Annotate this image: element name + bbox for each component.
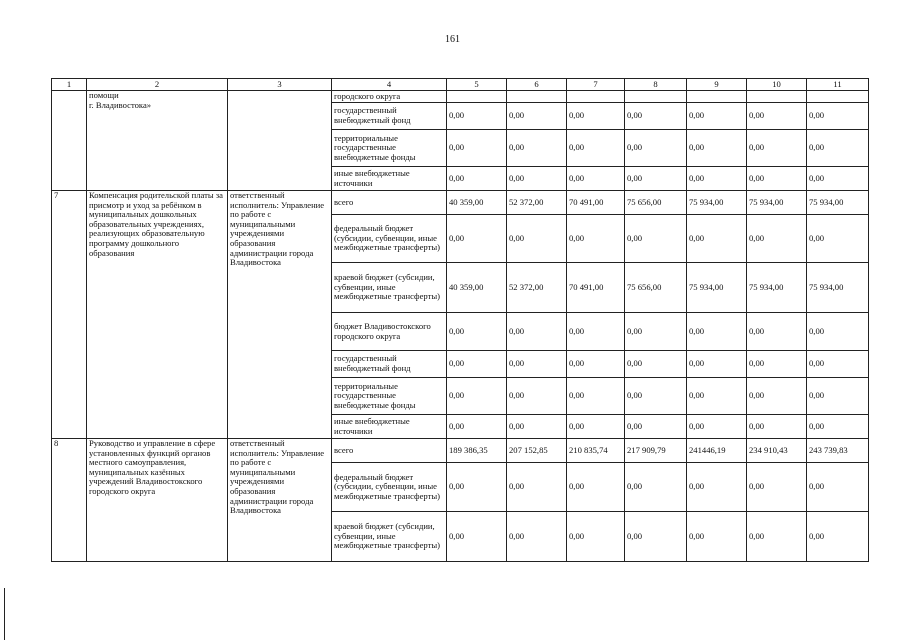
value-col-6: 0,00 [507,415,567,439]
value-col-10: 0,00 [747,512,807,562]
value-col-9: 75 934,00 [687,191,747,215]
value-col-9: 0,00 [687,167,747,191]
value-col-11: 0,00 [807,512,869,562]
value-col-8: 0,00 [625,351,687,378]
value-col-10: 0,00 [747,463,807,512]
header-col-6: 6 [507,79,567,91]
value-col-9: 0,00 [687,378,747,415]
table-row [52,191,869,215]
value-col-9: 241446,19 [687,439,747,463]
value-col-5: 189 386,35 [447,439,507,463]
value-col-5: 0,00 [447,378,507,415]
value-col-8: 0,00 [625,313,687,351]
value-col-7: 0,00 [567,351,625,378]
table-header-row [52,79,869,91]
value-col-5: 0,00 [447,130,507,167]
value-col-11: 0,00 [807,415,869,439]
header-col-4: 4 [332,79,447,91]
value-col-10: 0,00 [747,167,807,191]
row-number [52,91,87,191]
value-col-8: 0,00 [625,167,687,191]
value-col-11: 0,00 [807,167,869,191]
value-col-7: 0,00 [567,103,625,130]
value-col-11: 75 934,00 [807,263,869,313]
value-col-5: 0,00 [447,313,507,351]
value-col-9: 0,00 [687,512,747,562]
funding-source: городского округа [332,91,447,103]
value-col-8: 0,00 [625,215,687,263]
header-col-9: 9 [687,79,747,91]
value-col-6 [507,91,567,103]
header-col-7: 7 [567,79,625,91]
funding-source: краевой бюджет (субсидии, субвенции, иные межбюджетные трансферты) [332,512,447,562]
value-col-8: 75 656,00 [625,191,687,215]
funding-source: федеральный бюджет (субсидии, субвенции, иные межбюджетные трансферты) [332,215,447,263]
value-col-10: 234 910,43 [747,439,807,463]
value-col-10: 0,00 [747,351,807,378]
header-col-2: 2 [87,79,228,91]
value-col-9 [687,91,747,103]
value-col-7: 0,00 [567,167,625,191]
value-col-5: 0,00 [447,103,507,130]
value-col-5: 0,00 [447,463,507,512]
value-col-8: 0,00 [625,378,687,415]
value-col-11: 0,00 [807,463,869,512]
measure-name: Руководство и управление в сфере установленных функций органов местного самоуправления, муниципальных казённых учреждений Владивостокского городского округа [87,439,228,562]
value-col-11: 0,00 [807,215,869,263]
value-col-7: 70 491,00 [567,191,625,215]
responsible-executor: ответственный исполнитель: Управление по работе с муниципальными учреждениями образования администрации города Владивостока [228,439,332,562]
value-col-11: 243 739,83 [807,439,869,463]
value-col-9: 0,00 [687,463,747,512]
value-col-6: 0,00 [507,378,567,415]
value-col-6: 0,00 [507,167,567,191]
value-col-10: 0,00 [747,130,807,167]
value-col-10: 0,00 [747,313,807,351]
header-col-5: 5 [447,79,507,91]
value-col-7: 0,00 [567,415,625,439]
value-col-11: 0,00 [807,351,869,378]
value-col-5: 0,00 [447,415,507,439]
responsible-executor [228,91,332,191]
funding-source: иные внебюджетные источники [332,415,447,439]
value-col-11 [807,91,869,103]
value-col-8 [625,91,687,103]
value-col-10: 0,00 [747,215,807,263]
value-col-6: 0,00 [507,215,567,263]
value-col-11: 0,00 [807,378,869,415]
value-col-7: 70 491,00 [567,263,625,313]
responsible-executor: ответственный исполнитель: Управление по работе с муниципальными учреждениями образования администрации города Владивостока [228,191,332,439]
value-col-7: 210 835,74 [567,439,625,463]
row-number: 7 [52,191,87,439]
value-col-10: 75 934,00 [747,191,807,215]
value-col-9: 0,00 [687,130,747,167]
value-col-10: 75 934,00 [747,263,807,313]
header-col-1: 1 [52,79,87,91]
value-col-9: 0,00 [687,415,747,439]
header-col-8: 8 [625,79,687,91]
value-col-10: 0,00 [747,378,807,415]
funding-source: краевой бюджет (субсидии, субвенции, иные межбюджетные трансферты) [332,263,447,313]
value-col-5: 40 359,00 [447,263,507,313]
scan-edge-line [4,588,5,640]
value-col-6: 0,00 [507,103,567,130]
value-col-7 [567,91,625,103]
value-col-5: 0,00 [447,512,507,562]
funding-source: территориальные государственные внебюджетные фонды [332,130,447,167]
value-col-8: 0,00 [625,103,687,130]
value-col-8: 217 909,79 [625,439,687,463]
value-col-9: 0,00 [687,313,747,351]
value-col-6: 52 372,00 [507,263,567,313]
header-col-3: 3 [228,79,332,91]
header-col-11: 11 [807,79,869,91]
value-col-6: 207 152,85 [507,439,567,463]
funding-source: иные внебюджетные источники [332,167,447,191]
value-col-5: 0,00 [447,167,507,191]
value-col-6: 0,00 [507,351,567,378]
value-col-7: 0,00 [567,512,625,562]
value-col-8: 75 656,00 [625,263,687,313]
value-col-5: 0,00 [447,351,507,378]
value-col-5: 40 359,00 [447,191,507,215]
page-number: 161 [445,34,460,45]
value-col-9: 0,00 [687,351,747,378]
value-col-7: 0,00 [567,378,625,415]
value-col-9: 75 934,00 [687,263,747,313]
value-col-6: 52 372,00 [507,191,567,215]
value-col-10 [747,91,807,103]
value-col-11: 75 934,00 [807,191,869,215]
value-col-11: 0,00 [807,130,869,167]
value-col-5: 0,00 [447,215,507,263]
value-col-7: 0,00 [567,130,625,167]
table-row [52,91,869,103]
funding-source: бюджет Владивостокского городского округа [332,313,447,351]
funding-source: государственный внебюджетный фонд [332,103,447,130]
value-col-10: 0,00 [747,103,807,130]
value-col-6: 0,00 [507,313,567,351]
budget-table [51,78,869,562]
header-col-10: 10 [747,79,807,91]
row-number: 8 [52,439,87,562]
value-col-7: 0,00 [567,463,625,512]
funding-source: всего [332,439,447,463]
value-col-6: 0,00 [507,512,567,562]
funding-source: территориальные государственные внебюджетные фонды [332,378,447,415]
value-col-10: 0,00 [747,415,807,439]
value-col-8: 0,00 [625,463,687,512]
value-col-7: 0,00 [567,215,625,263]
value-col-9: 0,00 [687,215,747,263]
value-col-8: 0,00 [625,415,687,439]
measure-name: Компенсация родительской платы за присмотр и уход за ребёнком в муниципальных дошкольных образовательных учреждениях, реализующих образовательную программу дошкольного образования [87,191,228,439]
value-col-11: 0,00 [807,103,869,130]
funding-source: всего [332,191,447,215]
value-col-6: 0,00 [507,130,567,167]
funding-source: государственный внебюджетный фонд [332,351,447,378]
value-col-6: 0,00 [507,463,567,512]
value-col-11: 0,00 [807,313,869,351]
value-col-7: 0,00 [567,313,625,351]
value-col-8: 0,00 [625,130,687,167]
value-col-8: 0,00 [625,512,687,562]
measure-name: помощи г. Владивостока» [87,91,228,191]
funding-source: федеральный бюджет (субсидии, субвенции, иные межбюджетные трансферты) [332,463,447,512]
value-col-9: 0,00 [687,103,747,130]
table-row [52,439,869,463]
value-col-5 [447,91,507,103]
